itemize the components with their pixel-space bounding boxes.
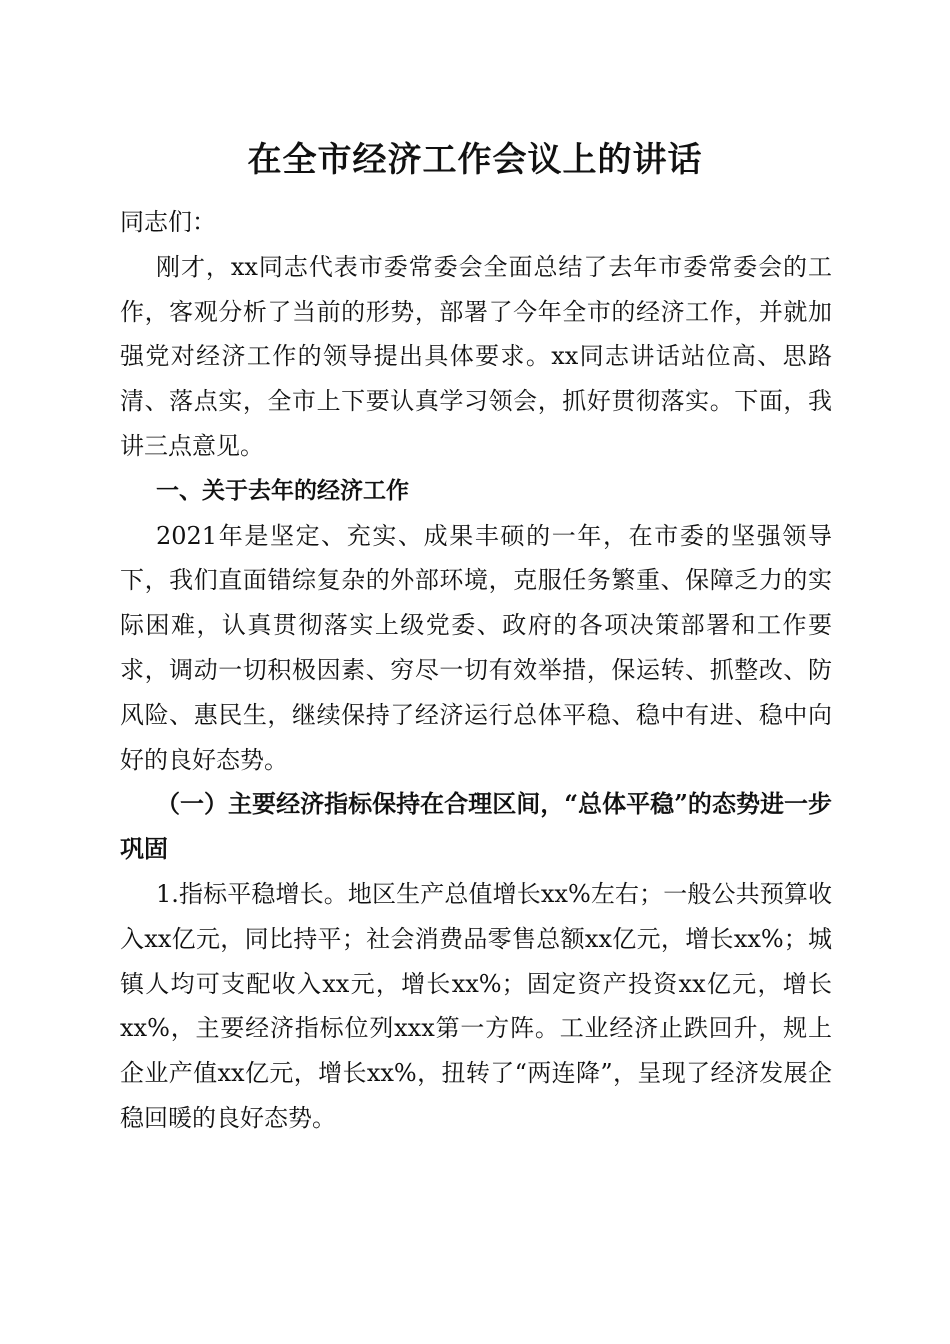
paragraph-opening: 刚才，xx同志代表市委常委会全面总结了去年市委常委会的工作，客观分析了当前的形势，部署了今年全市的经济工作，并就加强党对经济工作的领导提出具体要求。xx同志讲话站位高、思路清、落点实，全市上下要认真学习领会，抓好贯彻落实。下面，我讲三点意见。 [120, 252, 832, 460]
document-body [120, 200, 832, 1141]
subsection-heading: （一）主要经济指标保持在合理区间，“总体平稳”的态势进一步巩固 [120, 789, 832, 864]
paragraph-review: 2021年是坚定、充实、成果丰硕的一年，在市委的坚强领导下，我们直面错综复杂的外部环境，克服任务繁重、保障乏力的实际困难，认真贯彻落实上级党委、政府的各项决策部署和工作要求，调动一切积极因素、穷尽一切有效举措，保运转、抓整改、防风险、惠民生，继续保持了经济运行总体平稳、稳中有进、稳中向好的良好态势。 [120, 521, 832, 774]
page-title: 在全市经济工作会议上的讲话 [247, 140, 703, 180]
paragraph-indicators: 1.指标平稳增长。地区生产总值增长xx%左右；一般公共预算收入xx亿元，同比持平；社会消费品零售总额xx亿元，增长xx%；城镇人均可支配收入xx元，增长xx%；固定资产投资xx亿元，增长xx%，主要经济指标位列xxx第一方阵。工业经济止跌回升，规上企业产值xx亿元，增长xx%，扭转了“两连降”，呈现了经济发展企稳回暖的良好态势。 [120, 879, 832, 1132]
salutation: 同志们： [120, 208, 216, 236]
section-heading: 一、关于去年的经济工作 [156, 477, 409, 504]
